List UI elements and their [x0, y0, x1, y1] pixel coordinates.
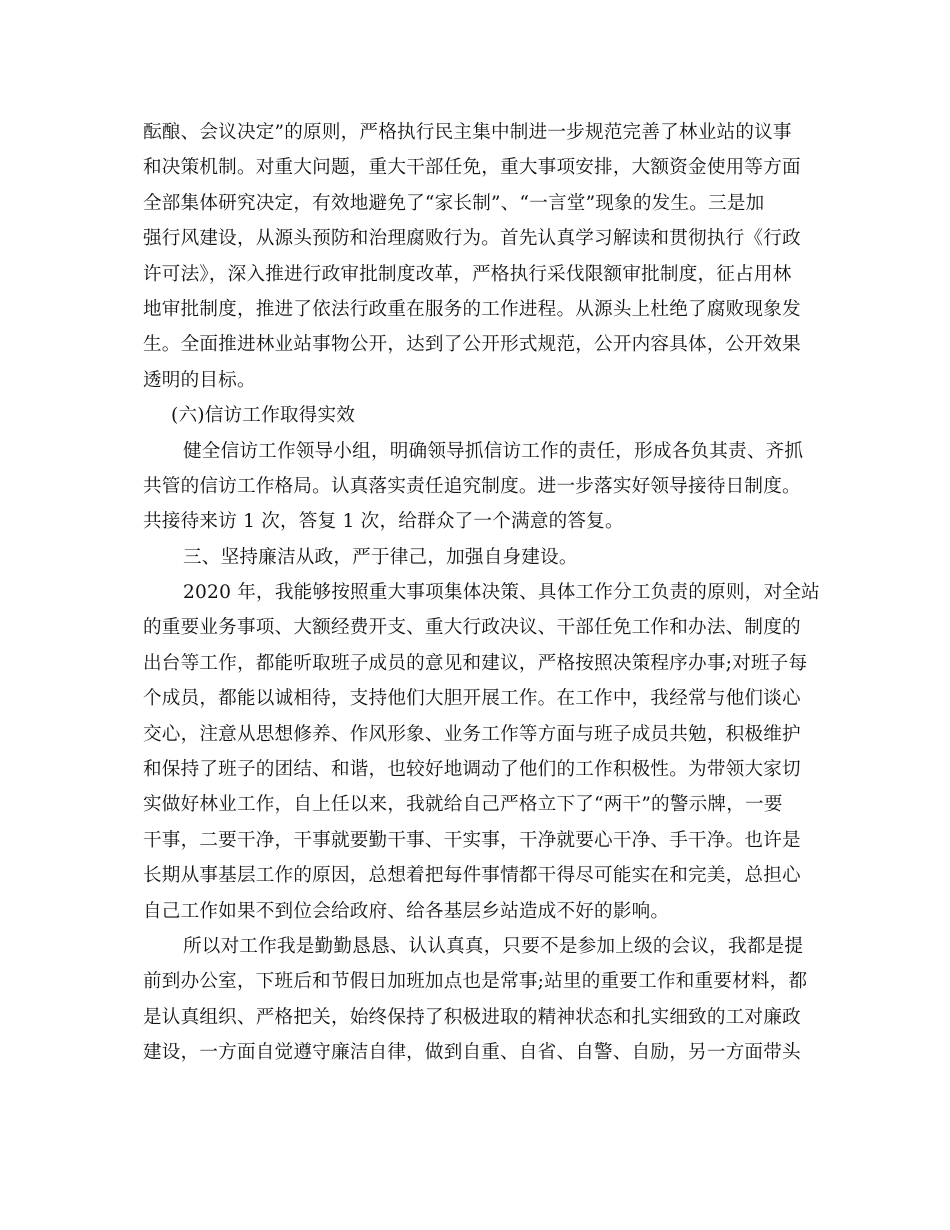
text-line: 交心，注意从思想修养、作风形象、业务工作等方面与班子成员共勉，积极维护 [143, 723, 801, 745]
text-line: 全部集体研究决定，有效地避免了“家长制”、“一言堂”现象的发生。三是加 [143, 192, 765, 214]
text-line: 自己工作如果不到位会给政府、给各基层乡站造成不好的影响。 [143, 900, 670, 922]
text-line: 共管的信访工作格局。认真落实责任追究制度。进一步落实好领导接待日制度。 [143, 475, 801, 497]
text-line: 干事，二要干净，干事就要勤干事、干实事，干净就要心干净、手干净。也许是 [143, 829, 801, 851]
text-line: 透明的目标。 [143, 369, 256, 391]
text-line: 出台等工作，都能听取班子成员的意见和建议，严格按照决策程序办事;对班子每 [143, 652, 808, 674]
text-line: 地审批制度，推进了依法行政重在服务的工作进程。从源头上杜绝了腐败现象发 [143, 298, 801, 320]
text-line: 的重要业务事项、大额经费开支、重大行政决议、干部任免工作和办法、制度的 [143, 617, 801, 639]
text-line: 许可法》，深入推进行政审批制度改革，严格执行采伐限额审批制度，征占用林 [143, 263, 792, 285]
text-line: 共接待来访 1 次，答复 1 次，给群众了一个满意的答复。 [143, 511, 624, 533]
text-line: 酝酿、会议决定”的原则，严格执行民主集中制进一步规范完善了林业站的议事 [143, 122, 792, 143]
text-line: 是认真组织、严格把关，始终保持了积极进取的精神状态和扎实细致的工对廉政 [143, 1006, 801, 1028]
text-line: 强行风建设，从源头预防和治理腐败行为。首先认真学习解读和贯彻执行《行政 [143, 228, 801, 250]
text-line: 前到办公室，下班后和节假日加班加点也是常事;站里的重要工作和重要材料，都 [143, 971, 808, 993]
document-body [143, 115, 820, 1071]
text-line: 实做好林业工作，自上任以来，我就给自己严格立下了“两干”的警示牌，一要 [143, 794, 783, 816]
paragraph-start-line: 健全信访工作领导小组，明确领导抓信访工作的责任，形成各负其责、齐抓 [183, 440, 804, 462]
text-line: 建设，一方面自觉遵守廉洁自律，做到自重、自省、自警、自励，另一方面带头 [143, 1042, 801, 1064]
text-line: 生。全面推进林业站事物公开，达到了公开形式规范，公开内容具体，公开效果 [143, 334, 801, 356]
paragraph-start-line: 2020 年，我能够按照重大事项集体决策、具体工作分工负责的原则，对全站 [183, 582, 820, 604]
text-line: 和决策机制。对重大问题，重大干部任免，重大事项安排，大额资金使用等方面 [143, 157, 801, 179]
text-line: 和保持了班子的团结、和谐，也较好地调动了他们的工作积极性。为带领大家切 [143, 759, 801, 781]
section-heading: 三、坚持廉洁从政，严于律己，加强自身建设。 [183, 546, 578, 568]
text-line: 长期从事基层工作的原因，总想着把每件事情都干得尽可能实在和完美，总担心 [143, 865, 801, 887]
section-heading: (六)信访工作取得实效 [171, 405, 356, 427]
text-line: 个成员，都能以诚相待，支持他们大胆开展工作。在工作中，我经常与他们谈心 [143, 688, 801, 710]
paragraph-start-line: 所以对工作我是勤勤恳恳、认认真真，只要不是参加上级的会议，我都是提 [183, 935, 804, 957]
